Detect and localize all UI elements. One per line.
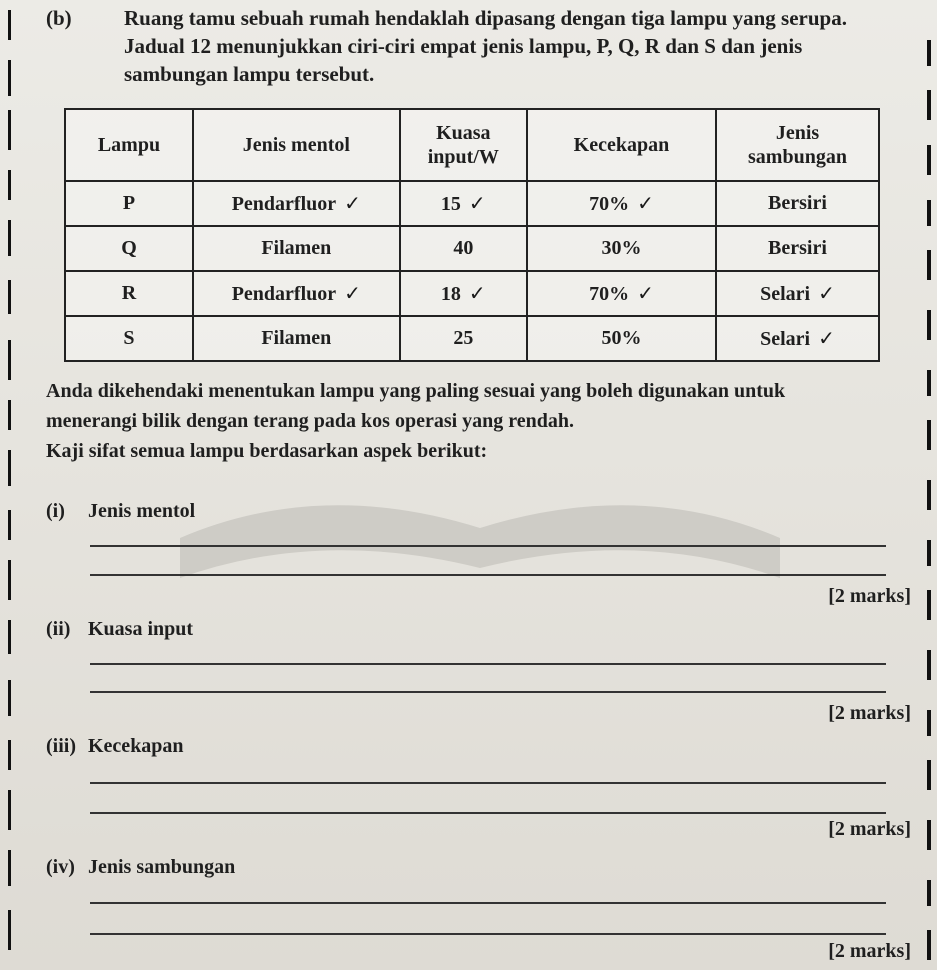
answer-line[interactable]: [90, 663, 886, 665]
cell-sambungan: Bersiri: [716, 226, 879, 271]
answer-line[interactable]: [90, 574, 886, 576]
marks-label: [2 marks]: [828, 585, 911, 607]
cell-jenis-mentol: Filamen: [193, 316, 400, 361]
lamp-table: [64, 108, 880, 362]
cell-sambungan: Selari ✓: [716, 271, 879, 316]
cell-sambungan: Bersiri: [716, 181, 879, 226]
tick-mark-icon: ✓: [637, 191, 654, 215]
cell-jenis-mentol: Pendarfluor ✓: [193, 271, 400, 316]
part-number: (iii): [46, 735, 76, 757]
cell-kuasa: 25: [400, 316, 527, 361]
question-line-1: Ruang tamu sebuah rumah hendaklah dipasang dengan tiga lampu yang serupa.: [124, 6, 847, 30]
instruction-line-2: menerangi bilik dengan terang pada kos operasi yang rendah.: [46, 410, 575, 432]
tick-mark-icon: ✓: [818, 326, 835, 350]
cell-kuasa: 18 ✓: [400, 271, 527, 316]
marks-label: [2 marks]: [828, 940, 911, 962]
part-label: Jenis mentol: [88, 500, 196, 522]
cell-lampu: Q: [65, 226, 193, 271]
answer-line[interactable]: [90, 691, 886, 693]
left-edge-marks: [0, 0, 14, 970]
table-row: [65, 271, 879, 316]
instruction-line-1: Anda dikehendaki menentukan lampu yang paling sesuai yang boleh digunakan untuk: [46, 380, 786, 402]
header-jenis-mentol: Jenis mentol: [193, 109, 400, 181]
header-lampu: Lampu: [65, 109, 193, 181]
header-kuasa-input: Kuasa input/W: [400, 109, 527, 181]
cell-jenis-mentol: Filamen: [193, 226, 400, 271]
part-number: (i): [46, 500, 65, 522]
table-row: [65, 226, 879, 271]
header-kecekapan: Kecekapan: [527, 109, 716, 181]
part-ii: [46, 616, 193, 642]
cell-lampu: P: [65, 181, 193, 226]
answer-line[interactable]: [90, 545, 886, 547]
tick-mark-icon: ✓: [637, 281, 654, 305]
table-row: [65, 316, 879, 361]
cell-kecekapan: 50%: [527, 316, 716, 361]
part-i: [46, 498, 195, 524]
marks-label: [2 marks]: [828, 818, 911, 840]
tick-mark-icon: ✓: [468, 281, 486, 305]
cell-kuasa: 40: [400, 226, 527, 271]
tick-mark-icon: ✓: [818, 281, 835, 305]
answer-line[interactable]: [90, 933, 886, 935]
tick-mark-icon: ✓: [344, 281, 361, 305]
cell-jenis-mentol: Pendarfluor ✓: [193, 181, 400, 226]
question-label: (b): [46, 6, 72, 30]
cell-kuasa: 15 ✓: [400, 181, 527, 226]
right-edge-marks: [923, 0, 937, 970]
instruction-line-3: Kaji sifat semua lampu berdasarkan aspek berikut:: [46, 440, 488, 462]
question-line-2: Jadual 12 menunjukkan ciri-ciri empat jenis lampu, P, Q, R dan S dan jenis: [124, 34, 803, 58]
cell-kecekapan: 70% ✓: [527, 271, 716, 316]
cell-kecekapan: 70% ✓: [527, 181, 716, 226]
table-header-row: [65, 109, 879, 181]
cell-lampu: S: [65, 316, 193, 361]
part-label: Kecekapan: [88, 735, 184, 757]
book-watermark-icon: [170, 468, 790, 588]
tick-mark-icon: ✓: [344, 191, 361, 215]
marks-label: [2 marks]: [828, 702, 911, 724]
part-number: (iv): [46, 856, 75, 878]
question-text: [46, 4, 892, 88]
cell-kecekapan: 30%: [527, 226, 716, 271]
answer-line[interactable]: [90, 782, 886, 784]
answer-line[interactable]: [90, 902, 886, 904]
part-label: Kuasa input: [88, 618, 194, 640]
table-row: [65, 181, 879, 226]
part-number: (ii): [46, 618, 71, 640]
cell-sambungan: Selari ✓: [716, 316, 879, 361]
cell-lampu: R: [65, 271, 193, 316]
question-line-3: sambungan lampu tersebut.: [124, 62, 375, 86]
answer-line[interactable]: [90, 812, 886, 814]
part-label: Jenis sambungan: [88, 856, 236, 878]
part-iii: [46, 733, 184, 759]
tick-mark-icon: ✓: [468, 191, 486, 215]
part-iv: [46, 854, 235, 880]
header-jenis-sambungan: Jenis sambungan: [716, 109, 879, 181]
